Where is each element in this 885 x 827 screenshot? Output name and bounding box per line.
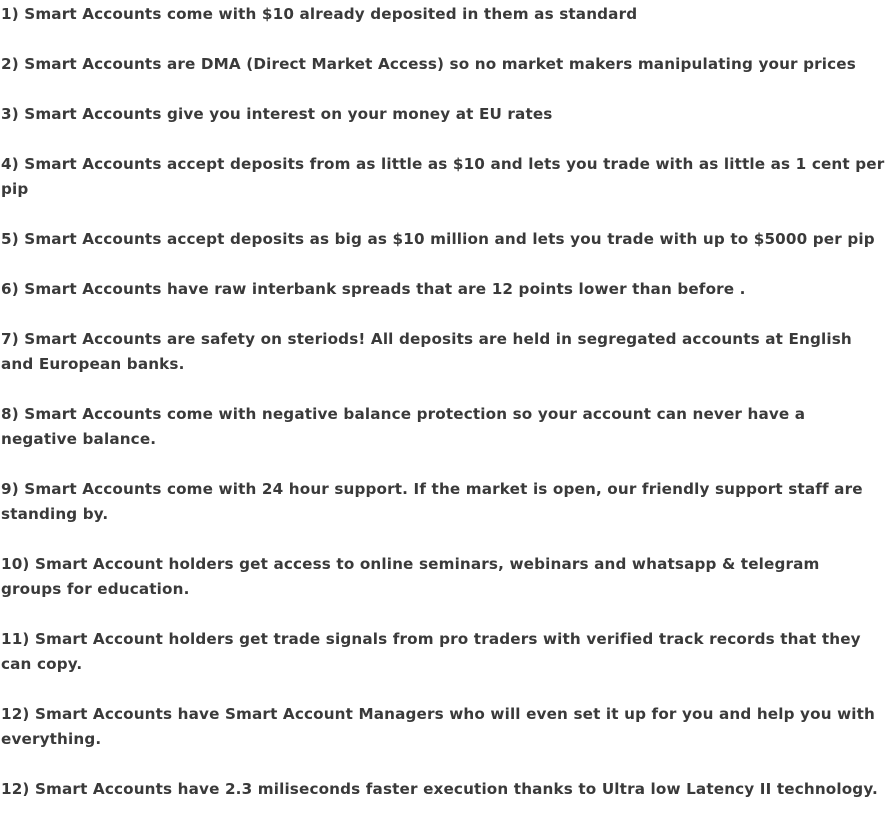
list-item: 12) Smart Accounts have Smart Account Managers who will even set it up for you and help you with everything.	[1, 705, 875, 748]
list-item: 10) Smart Account holders get access to online seminars, webinars and whatsapp & telegram groups for education.	[1, 555, 820, 598]
list-item: 9) Smart Accounts come with 24 hour support. If the market is open, our friendly support staff are standing by.	[1, 480, 863, 523]
list-item: 1) Smart Accounts come with $10 already deposited in them as standard	[1, 5, 638, 23]
list-item: 3) Smart Accounts give you interest on your money at EU rates	[1, 105, 553, 123]
list-item: 11) Smart Account holders get trade signals from pro traders with verified track records that they can copy.	[1, 630, 861, 673]
list-item: 2) Smart Accounts are DMA (Direct Market Access) so no market makers manipulating your prices	[1, 55, 856, 73]
list-item: 7) Smart Accounts are safety on steriods! All deposits are held in segregated accounts at English and European banks.	[1, 330, 852, 373]
list-item: 12) Smart Accounts have 2.3 miliseconds faster execution thanks to Ultra low Latency II technology.	[1, 780, 878, 798]
list-item: 8) Smart Accounts come with negative balance protection so your account can never have a negative balance.	[1, 405, 806, 448]
list-item: 6) Smart Accounts have raw interbank spreads that are 12 points lower than before .	[1, 280, 746, 298]
feature-list	[1, 0, 885, 827]
list-item: 5) Smart Accounts accept deposits as big as $10 million and lets you trade with up to $5000 per pip	[1, 230, 875, 248]
list-item: 4) Smart Accounts accept deposits from as little as $10 and lets you trade with as little as 1 cent per pip	[1, 155, 885, 198]
